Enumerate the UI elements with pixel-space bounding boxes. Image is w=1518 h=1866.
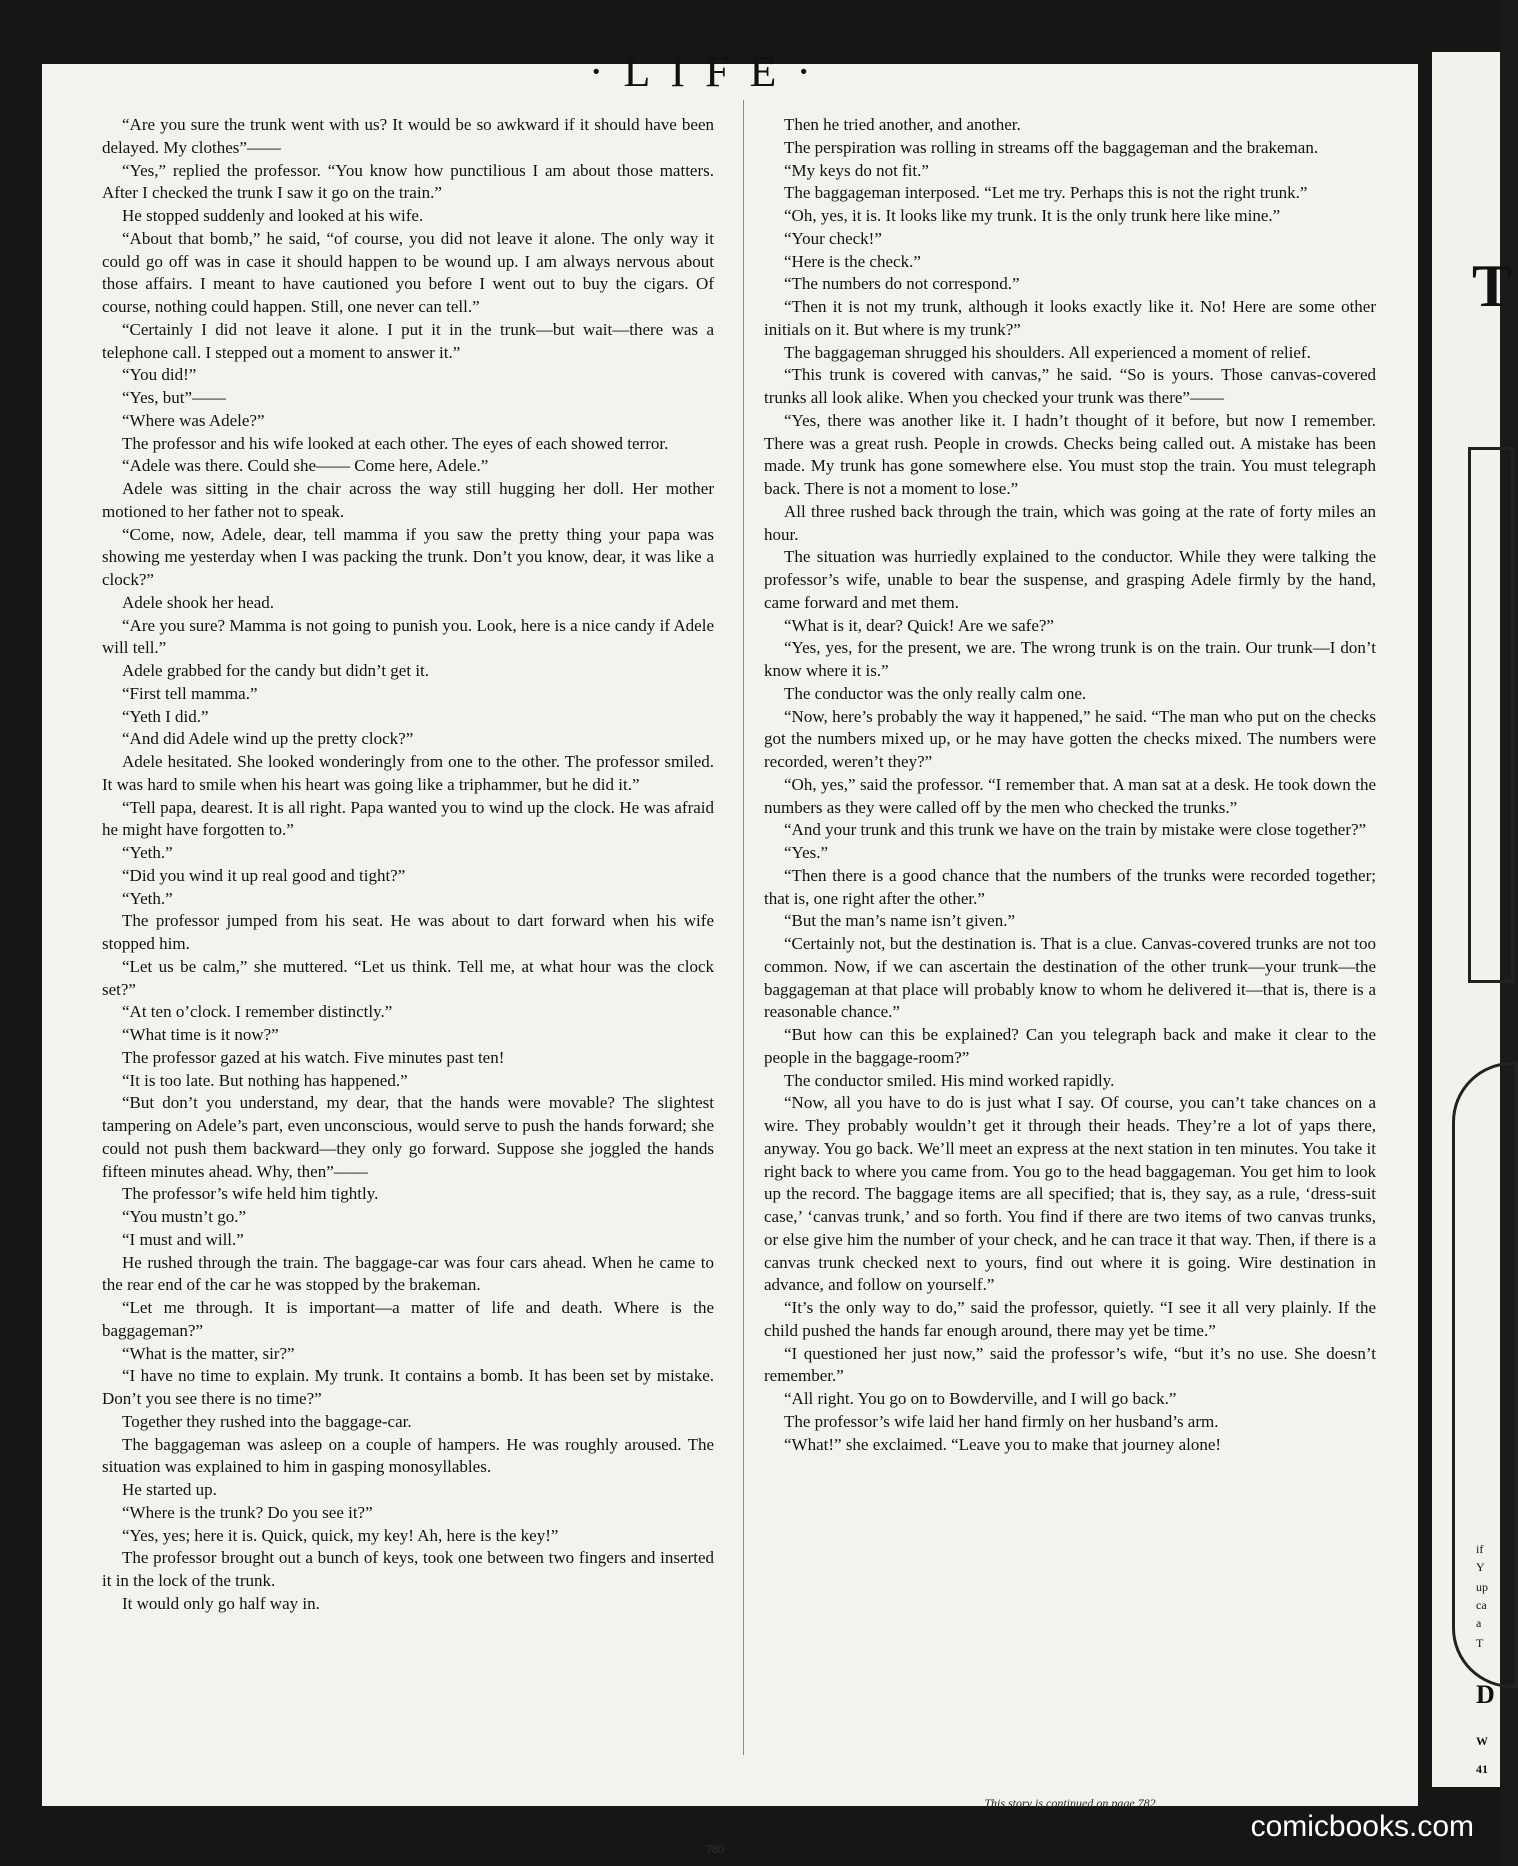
paragraph: “Certainly not, but the destination is. That is a clue. Canvas-covered trunks are not too common. Now, if we can ascertain the destination of the other trunk—your trunk—the baggageman at that place will probably know to whom he delivered it—that is, there is a reasonable chance.”: [764, 934, 1376, 1022]
ad-fragment-1: if: [1476, 1542, 1484, 1556]
paragraph: Together they rushed into the baggage-car.: [122, 1411, 412, 1431]
paragraph: “Let me through. It is important—a matter of life and death. Where is the baggageman?”: [102, 1298, 714, 1340]
paragraph: “I questioned her just now,” said the professor’s wife, “but it’s no use. She doesn’t remember.”: [764, 1343, 1376, 1386]
paragraph: “Are you sure the trunk went with us? It would be so awkward if it should have been delayed. My clothes”——: [102, 115, 714, 157]
continued-note: This story is continued on page 782: [984, 1796, 1156, 1810]
paragraph: “Now, all you have to do is just what I say. Of course, you can’t take chances on a wire. They probably wouldn’t get it through their heads. They’re a lot of yaps there, anyway. You go back. We’ll meet an express at the next station in ten minutes. You take it right back to where you came from. You go to the head baggageman. You get him to look up the record. The baggage items are all specified; that is, they say, as a rule, ‘dress-suit case,’ ‘canvas trunk,’ and so forth. You find if there are two items of two canvas trunks, or else give him the number of your check, and he can trace it that way. Then, if there is a canvas trunk checked next to yours, find out where it is going. Wire destination in advance, and follow on yourself.”: [764, 1093, 1376, 1295]
paragraph: He rushed through the train. The baggage-car was four cars ahead. When he came to the rear end of the car he was stopped by the brakeman.: [102, 1252, 714, 1295]
column-divider: [743, 100, 744, 1755]
ad-frame-top: [1468, 447, 1514, 983]
paragraph: The baggageman was asleep on a couple of hampers. He was roughly aroused. The situation was explained to him in gasping monosyllables.: [102, 1434, 714, 1477]
paragraph: “The numbers do not correspond.”: [784, 274, 1020, 294]
paragraph: “Are you sure? Mamma is not going to punish you. Look, here is a nice candy if Adele will tell.”: [102, 615, 714, 658]
paragraph: The professor’s wife laid her hand firmly on her husband’s arm.: [784, 1411, 1219, 1431]
paragraph: “Yes.”: [784, 843, 829, 862]
paragraph: “Oh, yes,” said the professor. “I remember that. A man sat at a desk. He took down the numbers as they were called off by the men who checked the trunks.”: [764, 774, 1376, 817]
paragraph: The professor and his wife looked at each other. The eyes of each showed terror.: [122, 433, 669, 453]
ad-fragment-6: T: [1476, 1636, 1484, 1650]
masthead: ·LIFE·: [588, 47, 832, 96]
paragraph: “Adele was there. Could she—— Come here, Adele.”: [122, 456, 489, 476]
ad-glyph-top: T: [1472, 253, 1513, 319]
paragraph: The professor gazed at his watch. Five minutes past ten!: [122, 1047, 505, 1067]
paragraph: “Come, now, Adele, dear, tell mamma if you saw the pretty thing your papa was showing me yesterday when I was packing the trunk. Don’t you know, dear, it was like a clock?”: [102, 524, 714, 589]
ad-fragment-9: 41: [1476, 1762, 1488, 1776]
paragraph: “Then there is a good chance that the numbers of the trunks were recorded together; that is, one right after the other.”: [764, 865, 1376, 908]
paragraph: “Yeth.”: [122, 843, 173, 862]
ad-fragment-7: D: [1476, 1680, 1495, 1709]
paragraph: “I must and will.”: [122, 1229, 244, 1249]
paragraph: “About that bomb,” he said, “of course, you did not leave it alone. The only way it could go off was in case it should happen to be wound up. I am always nervous about those affairs. I meant to have cautioned you before I went out to buy the cigars. Of course, nothing could happen. Still, one never can tell.”: [102, 228, 714, 316]
paragraph: Adele was sitting in the chair across the way still hugging her doll. Her mother motioned to her father not to speak.: [102, 479, 714, 521]
paragraph: “But the man’s name isn’t given.”: [784, 911, 1016, 931]
paragraph: The perspiration was rolling in streams off the baggageman and the brakeman.: [784, 137, 1319, 157]
paragraph: “Now, here’s probably the way it happened,” he said. “The man who put on the checks got the numbers mixed up, or he may have gotten the checks mixed. The numbers were recorded, weren’t they?”: [764, 706, 1376, 771]
paragraph: Adele grabbed for the candy but didn’t get it.: [122, 661, 430, 680]
paragraph: “Yes, yes, for the present, we are. The wrong trunk is on the train. Our trunk—I don’t know where it is.”: [764, 638, 1376, 680]
paragraph: “My keys do not fit.”: [784, 160, 929, 180]
paragraph: “Did you wind it up real good and tight?”: [122, 865, 406, 885]
paragraph: “You mustn’t go.”: [122, 1207, 247, 1226]
watermark: comicbooks.com: [1250, 1810, 1474, 1843]
paragraph: “Your check!”: [784, 228, 882, 248]
page-number: 780: [706, 1842, 724, 1856]
right-column: [764, 114, 1376, 1456]
paragraph: “But how can this be explained? Can you telegraph back and make it clear to the people in the baggage-room?”: [764, 1025, 1376, 1067]
paragraph: “It is too late. But nothing has happened.”: [122, 1070, 408, 1090]
paragraph: The professor jumped from his seat. He was about to dart forward when his wife stopped him.: [102, 911, 714, 953]
paragraph: “It’s the only way to do,” said the professor, quietly. “I see it all very plainly. If the child pushed the hands far enough around, there may yet be time.”: [764, 1298, 1376, 1340]
paragraph: “Yeth I did.”: [122, 706, 209, 726]
paragraph: “All right. You go on to Bowderville, and I will go back.”: [784, 1389, 1177, 1408]
paragraph: Adele hesitated. She looked wonderingly from one to the other. The professor smiled. It was hard to smile when his heart was going like a triphammer, but he did it.”: [102, 752, 714, 794]
ad-fragment-5: a: [1476, 1616, 1482, 1630]
paragraph: “Tell papa, dearest. It is all right. Papa wanted you to wind up the clock. He was afraid he might have forgotten to.”: [102, 797, 714, 840]
paragraph: The professor brought out a bunch of keys, took one between two fingers and inserted it in the lock of the trunk.: [102, 1548, 714, 1590]
paragraph: “What is it, dear? Quick! Are we safe?”: [784, 615, 1054, 635]
paragraph: “What time is it now?”: [122, 1025, 279, 1044]
facing-page-edge: [1432, 52, 1513, 1787]
paragraph: “And your trunk and this trunk we have on the train by mistake were close together?”: [784, 820, 1367, 840]
paragraph: The conductor was the only really calm one.: [784, 683, 1087, 703]
paragraph: “Yes, but”——: [122, 388, 227, 407]
paragraph: All three rushed back through the train, which was going at the rate of forty miles an hour.: [764, 501, 1376, 544]
paragraph: It would only go half way in.: [122, 1593, 320, 1613]
paragraph: “At ten o’clock. I remember distinctly.”: [122, 1002, 393, 1022]
ad-fragment-3: up: [1476, 1580, 1488, 1594]
paragraph: “And did Adele wind up the pretty clock?”: [122, 729, 414, 749]
left-column: [102, 114, 714, 1616]
paragraph: “Oh, yes, it is. It looks like my trunk. It is the only trunk here like mine.”: [784, 206, 1281, 225]
paragraph: “What!” she exclaimed. “Leave you to make that journey alone!: [784, 1434, 1222, 1454]
paragraph: He started up.: [122, 1480, 217, 1499]
paragraph: “Here is the check.”: [784, 251, 921, 271]
paragraph: Adele shook her head.: [122, 592, 275, 612]
paragraph: The baggageman shrugged his shoulders. All experienced a moment of relief.: [784, 342, 1311, 362]
paragraph: “Where is the trunk? Do you see it?”: [122, 1502, 373, 1522]
paragraph: “What is the matter, sir?”: [122, 1343, 295, 1363]
paragraph: “Let us be calm,” she muttered. “Let us think. Tell me, at what hour was the clock set?”: [102, 956, 714, 999]
paragraph: “Yes, there was another like it. I hadn’t thought of it before, but now I remember. There was a great rush. People in crowds. Checks being called out. A mistake has been made. My trunk has gone somewhere else. You must stop the train. You must telegraph back. There is not a moment to lose.”: [764, 410, 1376, 498]
paragraph: The conductor smiled. His mind worked rapidly.: [784, 1070, 1115, 1090]
paragraph: “But don’t you understand, my dear, that the hands were movable? The slightest tampering on Adele’s part, even unconscious, would serve to push the hands forward; she could not push them backward—they only go forward. Suppose she joggled the hands fifteen minutes ahead. Why, then”——: [102, 1093, 714, 1181]
paragraph: “Yeth.”: [122, 888, 173, 908]
ad-fragment-2: Y: [1476, 1560, 1485, 1574]
paragraph: “Then it is not my trunk, although it looks exactly like it. No! Here are some other initials on it. But where is my trunk?”: [764, 297, 1376, 339]
paragraph: “I have no time to explain. My trunk. It contains a bomb. It has been set by mistake. Don’t you see there is no time?”: [102, 1366, 714, 1408]
paragraph: “You did!”: [122, 365, 197, 385]
paragraph: Then he tried another, and another.: [784, 115, 1021, 134]
paragraph: The professor’s wife held him tightly.: [122, 1184, 379, 1204]
paragraph: The baggageman interposed. “Let me try. Perhaps this is not the right trunk.”: [784, 183, 1308, 203]
paragraph: He stopped suddenly and looked at his wife.: [122, 206, 424, 225]
ad-fragment-8: W: [1476, 1734, 1488, 1748]
ad-fragment-4: ca: [1476, 1598, 1487, 1612]
paragraph: “Certainly I did not leave it alone. I put it in the trunk—but wait—there was a telephone call. I stepped out a moment to answer it.”: [102, 319, 714, 362]
paragraph: “Where was Adele?”: [122, 410, 265, 430]
paragraph: “Yes, yes; here it is. Quick, quick, my key! Ah, here is the key!”: [122, 1525, 559, 1545]
paragraph: “Yes,” replied the professor. “You know how punctilious I am about those matters. After I checked the trunk I saw it go on the train.”: [102, 160, 714, 203]
paragraph: “This trunk is covered with canvas,” he said. “So is yours. Those canvas-covered trunks all look alike. When you checked your trunk was there”——: [764, 365, 1376, 407]
paragraph: “First tell mamma.”: [122, 683, 258, 703]
paragraph: The situation was hurriedly explained to the conductor. While they were talking the professor’s wife, unable to bear the suspense, and grasping Adele firmly by the hand, came forward and met them.: [764, 547, 1376, 612]
